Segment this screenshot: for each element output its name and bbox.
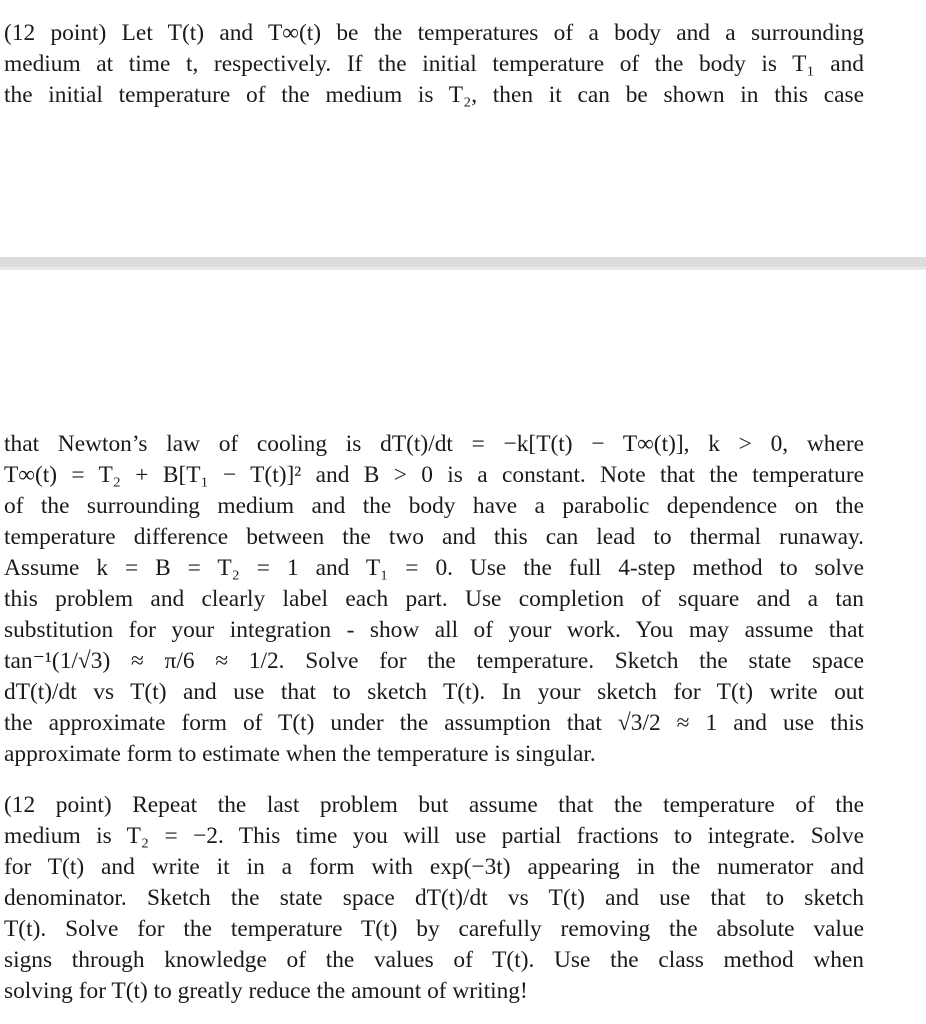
text-line: the initial temperature of the medium is T₂, then it can be shown in this case — [4, 82, 864, 108]
text-line: medium is T₂ = −2. This time you will use partial fractions to integrate. Solve — [4, 823, 864, 849]
text-line: this problem and clearly label each part. Use completion of square and a tan — [4, 586, 864, 612]
text-line: approximate form to estimate when the temperature is singular. — [4, 741, 596, 767]
text-line: Assume k = B = T₂ = 1 and T₁ = 0. Use the full 4-step method to solve — [4, 555, 864, 581]
text-line: that Newton’s law of cooling is dT(t)/dt = −k[T(t) − T∞(t)], k > 0, where — [4, 431, 864, 457]
problem-1-intro-text — [4, 18, 864, 111]
text-line: of the surrounding medium and the body have a parabolic dependence on the — [4, 493, 864, 519]
problem-1-continuation-text — [4, 429, 864, 770]
text-line: for T(t) and write it in a form with exp(−3t) appearing in the numerator and — [4, 854, 864, 880]
text-line: dT(t)/dt vs T(t) and use that to sketch T(t). In your sketch for T(t) write out — [4, 679, 864, 705]
text-line: medium at time t, respectively. If the initial temperature of the body is T₁ and — [4, 51, 864, 77]
text-line: denominator. Sketch the state space dT(t)/dt vs T(t) and use that to sketch — [4, 885, 864, 911]
text-line: (12 point) Repeat the last problem but assume that the temperature of the — [4, 792, 864, 818]
text-line: the approximate form of T(t) under the assumption that √3/2 ≈ 1 and use this — [4, 710, 864, 736]
text-line: substitution for your integration - show all of your work. You may assume that — [4, 617, 864, 643]
text-line: T(t). Solve for the temperature T(t) by carefully removing the absolute value — [4, 916, 864, 942]
text-line: signs through knowledge of the values of T(t). Use the class method when — [4, 947, 864, 973]
text-line: tan⁻¹(1/√3) ≈ π/6 ≈ 1/2. Solve for the temperature. Sketch the state space — [4, 648, 864, 674]
page-divider — [0, 257, 926, 270]
text-line: (12 point) Let T(t) and T∞(t) be the temperatures of a body and a surrounding — [4, 20, 864, 46]
text-line: solving for T(t) to greatly reduce the amount of writing! — [4, 978, 528, 1004]
text-line: T∞(t) = T₂ + B[T₁ − T(t)]² and B > 0 is a constant. Note that the temperature — [4, 462, 864, 488]
text-line: temperature difference between the two and this can lead to thermal runaway. — [4, 524, 864, 550]
problem-2-text — [4, 790, 864, 1007]
